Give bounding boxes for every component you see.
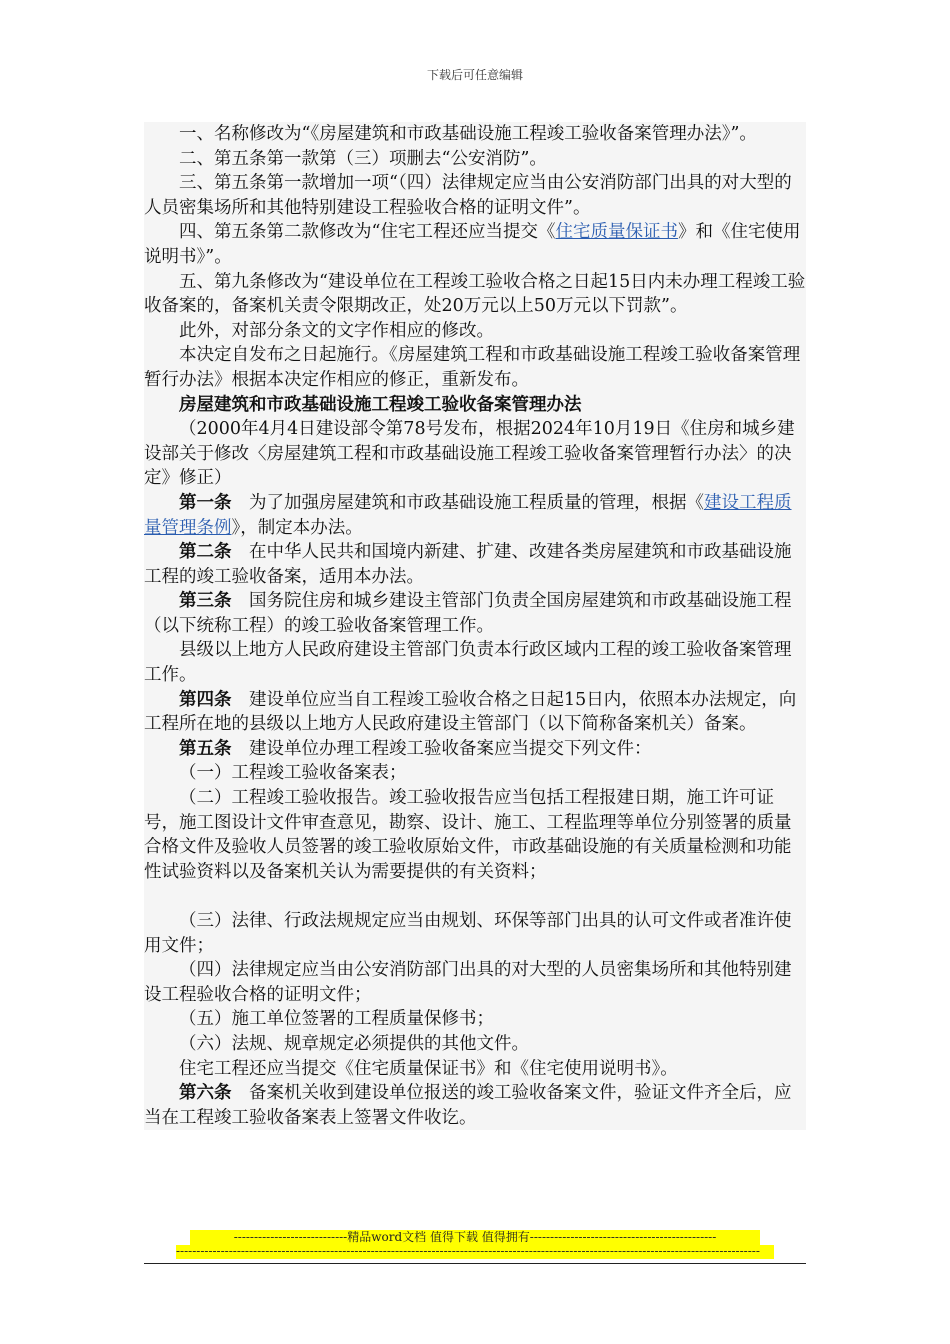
document-title: 房屋建筑和市政基础设施工程竣工验收备案管理办法 bbox=[179, 394, 582, 415]
list-item: （六）法规、规章规定必须提供的其他文件。 bbox=[179, 1033, 529, 1054]
paragraph: 四、第五条第二款修改为“住宅工程还应当提交《住宅质量保证书》和《住宅使用说明书》”。 bbox=[144, 222, 801, 267]
page-header: 下载后可任意编辑 bbox=[426, 68, 523, 82]
blank-line bbox=[144, 884, 806, 909]
article-label: 第二条 bbox=[179, 542, 232, 563]
paragraph: （2000年4月4日建设部令第78号发布，根据2024年10月19日《住房和城乡建设部关于修改〈房屋建筑工程和市政基础设施工程竣工验收备案管理暂行办法〉的决定》修正） bbox=[144, 419, 795, 489]
article-4: 第四条 建设单位应当自工程竣工验收合格之日起15日内，依照本办法规定，向工程所在地的县级以上地方人民政府建设主管部门（以下简称备案机关）备案。 bbox=[144, 689, 797, 735]
article-5: 第五条 建设单位办理工程竣工验收备案应当提交下列文件： bbox=[179, 738, 652, 759]
footer-banner: ----------------------------精品word文档 值得下载 值得拥有---------------------------------------------- bbox=[190, 1230, 760, 1245]
list-item: （二）工程竣工验收报告。竣工验收报告应当包括工程报建日期，施工许可证号，施工图设计文件审查意见，勘察、设计、施工、工程监理等单位分别签署的质量合格文件及验收人员签署的竣工验收原始文件，市政基础设施的有关质量检测和功能性试验资料以及备案机关认为需要提供的有关资料； bbox=[144, 788, 792, 882]
list-item: （一）工程竣工验收备案表； bbox=[179, 763, 407, 784]
paragraph: 五、第九条修改为“建设单位在工程竣工验收合格之日起15日内未办理工程竣工验收备案的，备案机关责令限期改正，处20万元以上50万元以下罚款”。 bbox=[144, 271, 806, 317]
list-item: （五）施工单位签署的工程质量保修书； bbox=[179, 1009, 494, 1030]
footer-dashes: ------------------------------------------------------------------------------------------------------------------------------------------------ bbox=[176, 1245, 774, 1259]
document-body bbox=[144, 122, 806, 1130]
paragraph: 二、第五条第一款第（三）项删去“公安消防”。 bbox=[179, 148, 547, 169]
article-3: 第三条 国务院住房和城乡建设主管部门负责全国房屋建筑和市政基础设施工程（以下统称工程）的竣工验收备案管理工作。 bbox=[144, 591, 792, 636]
footer-divider bbox=[144, 1263, 806, 1264]
list-item: （三）法律、行政法规规定应当由规划、环保等部门出具的认可文件或者准许使用文件； bbox=[144, 911, 792, 956]
paragraph: 一、名称修改为“《房屋建筑和市政基础设施工程竣工验收备案管理办法》”。 bbox=[179, 124, 757, 144]
paragraph: 三、第五条第一款增加一项“（四）法律规定应当由公安消防部门出具的对大型的人员密集场所和其他特别建设工程验收合格的证明文件”。 bbox=[144, 173, 792, 218]
article-label: 第四条 bbox=[179, 689, 232, 710]
list-item: （四）法律规定应当由公安消防部门出具的对大型的人员密集场所和其他特别建设工程验收合格的证明文件； bbox=[144, 960, 792, 1005]
article-label: 第三条 bbox=[179, 591, 232, 612]
article-2: 第二条 在中华人民共和国境内新建、扩建、改建各类房屋建筑和市政基础设施工程的竣工验收备案，适用本办法。 bbox=[144, 542, 792, 587]
article-1: 第一条 为了加强房屋建筑和市政基础设施工程质量的管理，根据《建设工程质量管理条例》，制定本办法。 bbox=[144, 492, 792, 538]
paragraph: 县级以上地方人民政府建设主管部门负责本行政区域内工程的竣工验收备案管理工作。 bbox=[144, 640, 792, 686]
article-6: 第六条 备案机关收到建设单位报送的竣工验收备案文件，验证文件齐全后，应当在工程竣工验收备案表上签署文件收讫。 bbox=[144, 1083, 792, 1128]
article-label: 第一条 bbox=[179, 492, 232, 513]
article-label: 第五条 bbox=[179, 738, 232, 759]
article-label: 第六条 bbox=[179, 1083, 232, 1104]
paragraph: 此外，对部分条文的文字作相应的修改。 bbox=[179, 320, 494, 341]
link-housing-quality-guarantee[interactable]: 住宅质量保证书 bbox=[555, 222, 678, 243]
paragraph: 住宅工程还应当提交《住宅质量保证书》和《住宅使用说明书》。 bbox=[179, 1058, 678, 1079]
paragraph: 本决定自发布之日起施行。《房屋建筑工程和市政基础设施工程竣工验收备案管理暂行办法》根据本决定作相应的修正，重新发布。 bbox=[144, 345, 801, 390]
link-construction-quality-regulations[interactable]: 建设工程质量管理条例 bbox=[144, 492, 792, 538]
